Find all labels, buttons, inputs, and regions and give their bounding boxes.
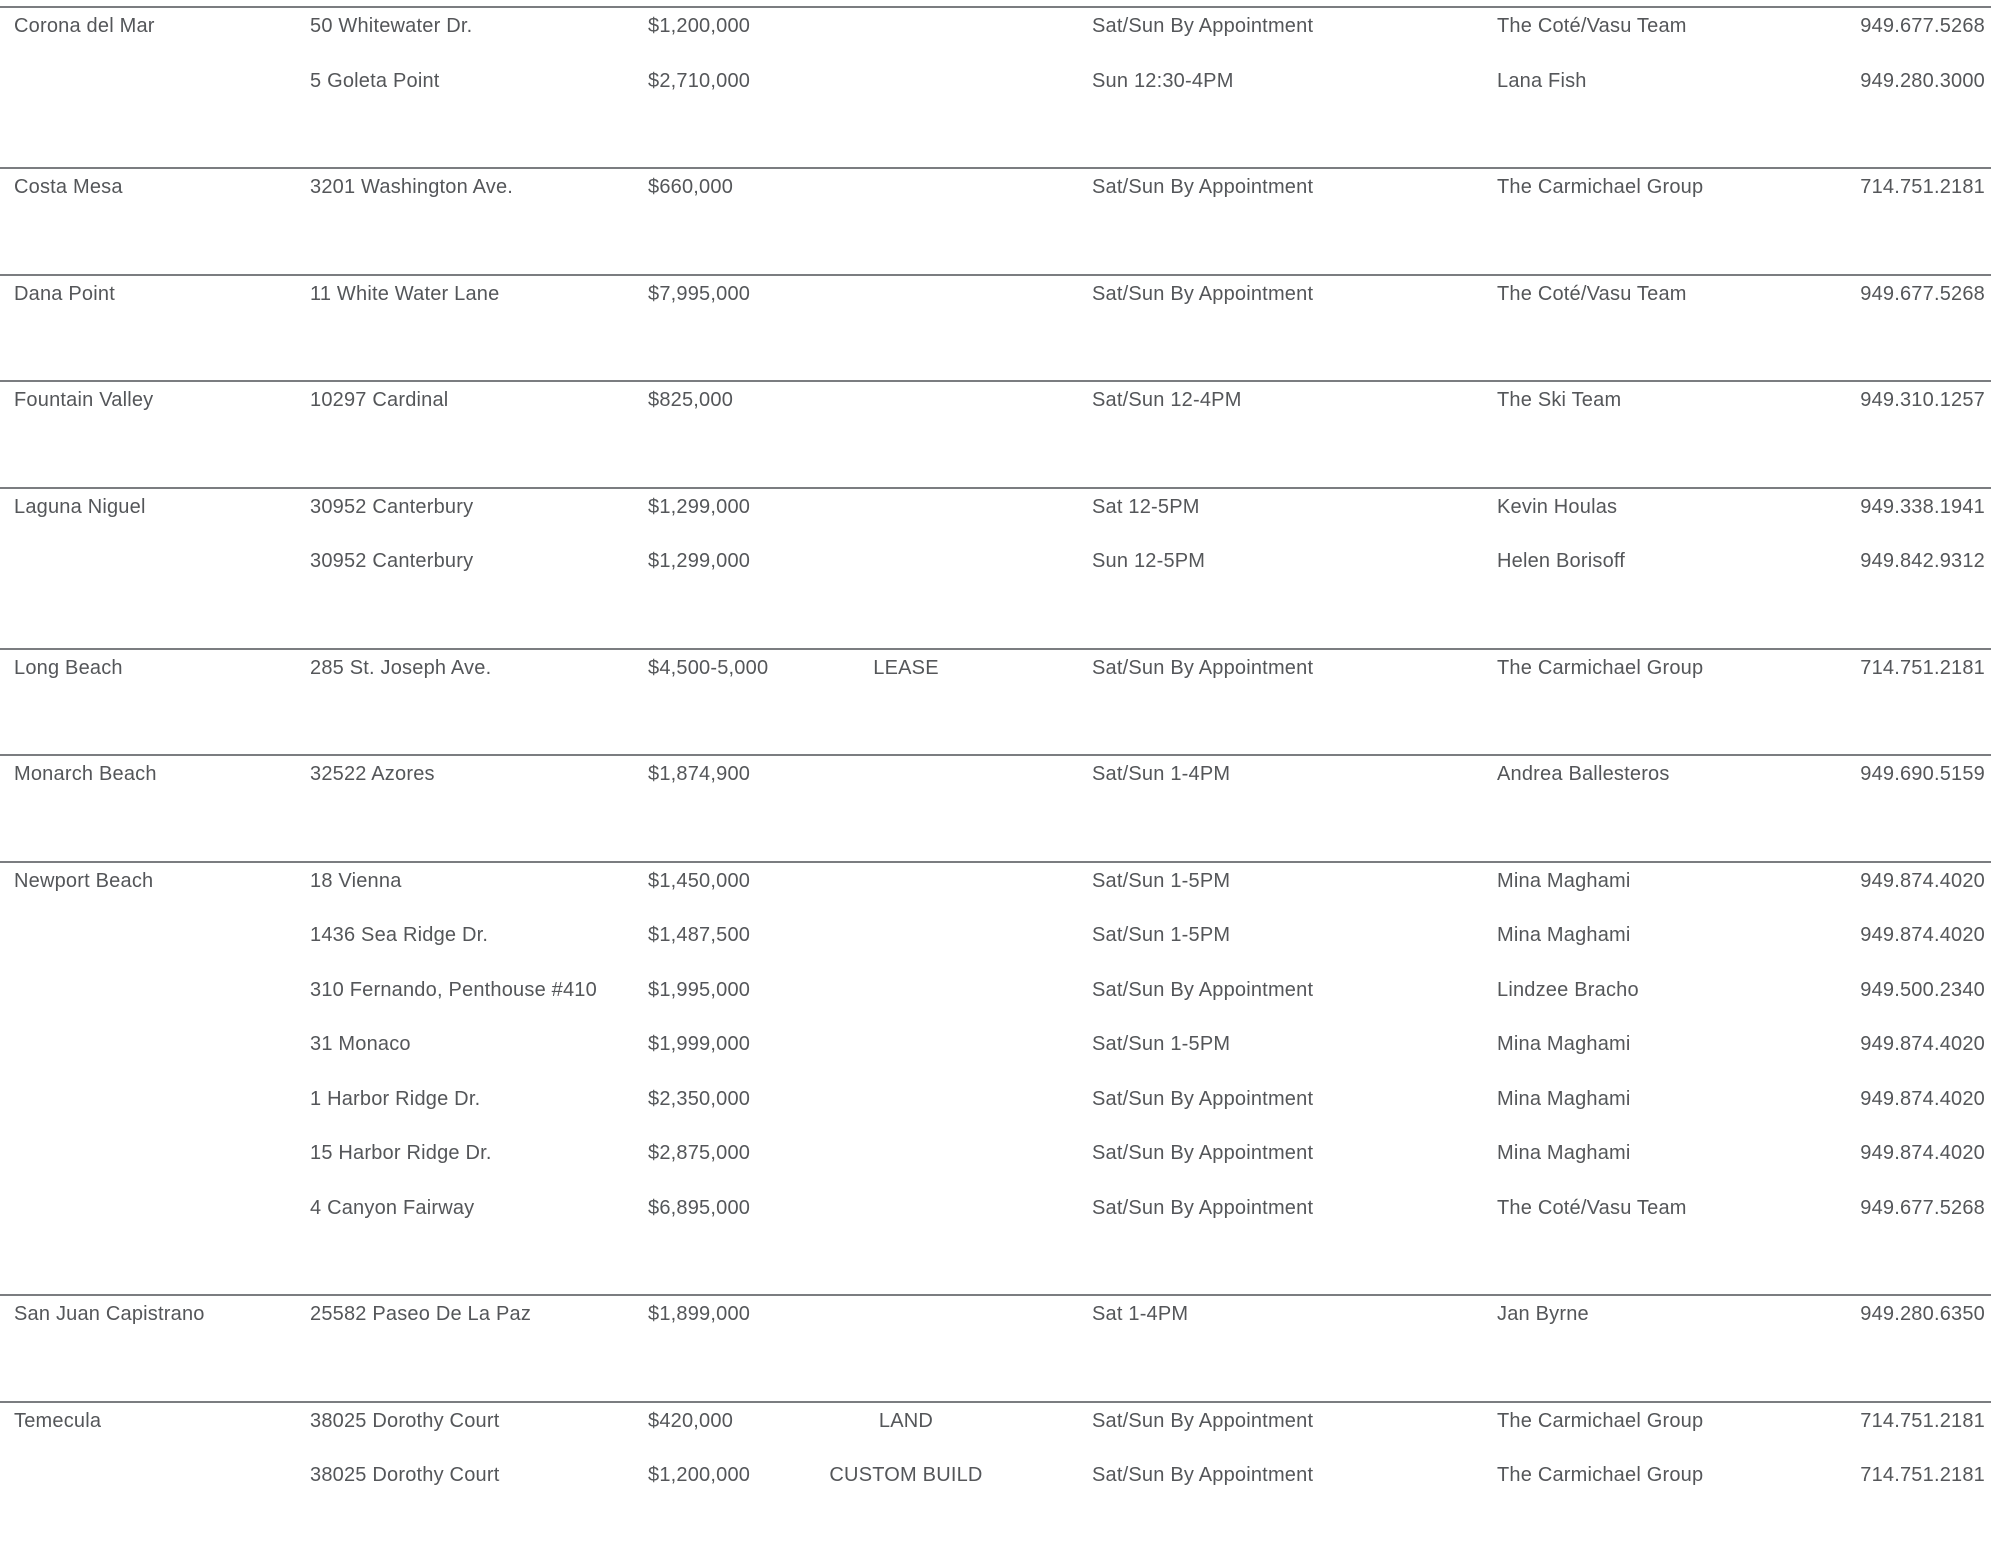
city-label: Dana Point — [14, 282, 115, 305]
listing-price: $1,200,000 — [648, 15, 751, 37]
agent-name: Lana Fish — [1497, 69, 1587, 92]
listing-price: $660,000 — [648, 176, 734, 198]
listing-price: $7,995,000 — [648, 282, 751, 305]
open-house-times: Sat/Sun By Appointment — [1092, 15, 1314, 37]
agent-phone: 714.751.2181 — [1860, 1464, 1985, 1486]
agent-phone: 714.751.2181 — [1860, 176, 1985, 198]
listing-price: $1,999,000 — [648, 1033, 751, 1055]
agent-phone: 949.500.2340 — [1860, 978, 1985, 1001]
listing-address: 31 Monaco — [310, 1033, 411, 1055]
agent-name: The Coté/Vasu Team — [1497, 1196, 1687, 1219]
listing-price: $1,874,900 — [648, 763, 751, 785]
open-house-times: Sat/Sun By Appointment — [1092, 176, 1314, 198]
open-house-times: Sat 12-5PM — [1092, 495, 1200, 518]
open-house-times: Sat/Sun 1-5PM — [1092, 869, 1231, 892]
agent-name: Lindzee Bracho — [1497, 978, 1639, 1001]
agent-phone: 714.751.2181 — [1860, 656, 1985, 679]
listing-row — [0, 69, 1991, 124]
listing-price: $2,710,000 — [648, 69, 751, 92]
agent-phone: 949.280.6350 — [1860, 1303, 1985, 1325]
listing-row — [0, 175, 1991, 230]
listing-price: $2,350,000 — [648, 1087, 751, 1110]
listing-address: 285 St. Joseph Ave. — [310, 656, 492, 679]
listing-address: 4 Canyon Fairway — [310, 1196, 475, 1219]
agent-name: Andrea Ballesteros — [1497, 763, 1670, 785]
open-house-times: Sun 12:30-4PM — [1092, 69, 1234, 92]
open-house-times: Sat/Sun By Appointment — [1092, 656, 1314, 679]
listing-price: $1,299,000 — [648, 550, 751, 572]
agent-name: The Carmichael Group — [1497, 1409, 1704, 1432]
agent-name: Kevin Houlas — [1497, 495, 1618, 518]
listing-row — [0, 1141, 1991, 1196]
agent-name: Mina Maghami — [1497, 1087, 1631, 1110]
open-house-times: Sat/Sun 1-5PM — [1092, 1033, 1231, 1055]
agent-phone: 949.690.5159 — [1860, 763, 1985, 785]
listing-row — [0, 1409, 1991, 1464]
city-section — [0, 380, 1991, 487]
agent-phone: 949.874.4020 — [1860, 1087, 1985, 1110]
agent-name: Mina Maghami — [1497, 1142, 1631, 1164]
city-label: Corona del Mar — [14, 15, 155, 37]
city-section — [0, 167, 1991, 274]
open-house-table — [0, 6, 1991, 1562]
open-house-times: Sat/Sun By Appointment — [1092, 1196, 1314, 1219]
agent-phone: 949.338.1941 — [1860, 495, 1985, 518]
listing-row — [0, 1463, 1991, 1518]
listing-address: 1 Harbor Ridge Dr. — [310, 1087, 481, 1110]
agent-phone: 949.874.4020 — [1860, 869, 1985, 892]
listing-price: $1,995,000 — [648, 978, 751, 1001]
listing-address: 1436 Sea Ridge Dr. — [310, 924, 489, 946]
city-label: Temecula — [14, 1409, 102, 1432]
listing-address: 50 Whitewater Dr. — [310, 15, 473, 37]
listing-type-label: LEASE — [873, 656, 939, 679]
agent-name: Mina Maghami — [1497, 869, 1631, 892]
agent-name: Helen Borisoff — [1497, 550, 1626, 572]
agent-name: The Carmichael Group — [1497, 176, 1704, 198]
open-house-times: Sat/Sun 12-4PM — [1092, 389, 1242, 411]
listing-price: $825,000 — [648, 389, 734, 411]
listing-address: 5 Goleta Point — [310, 69, 440, 92]
listing-row — [0, 388, 1991, 443]
listing-row — [0, 1087, 1991, 1142]
open-house-times: Sat/Sun 1-5PM — [1092, 924, 1231, 946]
open-house-times: Sun 12-5PM — [1092, 550, 1206, 572]
listing-address: 30952 Canterbury — [310, 495, 474, 518]
listing-price: $1,487,500 — [648, 924, 751, 946]
open-house-times: Sat/Sun By Appointment — [1092, 1409, 1314, 1432]
city-section — [0, 754, 1991, 861]
city-label: Monarch Beach — [14, 763, 157, 785]
city-label: Costa Mesa — [14, 176, 123, 198]
listing-price: $4,500-5,000 — [648, 656, 769, 679]
open-house-times: Sat/Sun By Appointment — [1092, 1087, 1314, 1110]
agent-name: Mina Maghami — [1497, 924, 1631, 946]
listing-price: $2,875,000 — [648, 1142, 751, 1164]
listing-address: 3201 Washington Ave. — [310, 176, 514, 198]
listing-address: 32522 Azores — [310, 763, 435, 785]
listing-address: 25582 Paseo De La Paz — [310, 1303, 532, 1325]
agent-name: Mina Maghami — [1497, 1033, 1631, 1055]
agent-phone: 949.874.4020 — [1860, 924, 1985, 946]
listing-address: 38025 Dorothy Court — [310, 1409, 500, 1432]
listing-row — [0, 1302, 1991, 1357]
city-section — [0, 648, 1991, 755]
listing-price: $1,899,000 — [648, 1303, 751, 1325]
city-label: San Juan Capistrano — [14, 1303, 205, 1325]
agent-phone: 949.874.4020 — [1860, 1142, 1985, 1164]
city-label: Laguna Niguel — [14, 495, 146, 518]
listing-row — [0, 14, 1991, 69]
open-house-times: Sat/Sun By Appointment — [1092, 1464, 1314, 1486]
agent-phone: 949.677.5268 — [1860, 1196, 1985, 1219]
city-section — [0, 1294, 1991, 1401]
listing-row — [0, 869, 1991, 924]
agent-name: The Coté/Vasu Team — [1497, 15, 1687, 37]
listing-row — [0, 495, 1991, 550]
agent-phone: 714.751.2181 — [1860, 1409, 1985, 1432]
city-label: Fountain Valley — [14, 389, 154, 411]
listing-row — [0, 1196, 1991, 1251]
agent-phone: 949.280.3000 — [1860, 69, 1985, 92]
open-house-times: Sat/Sun 1-4PM — [1092, 763, 1231, 785]
agent-name: The Coté/Vasu Team — [1497, 282, 1687, 305]
agent-name: The Ski Team — [1497, 389, 1622, 411]
listing-price: $420,000 — [648, 1409, 734, 1432]
agent-name: The Carmichael Group — [1497, 1464, 1704, 1486]
listing-row — [0, 549, 1991, 604]
agent-phone: 949.874.4020 — [1860, 1033, 1985, 1055]
listing-type-label: CUSTOM BUILD — [829, 1464, 983, 1486]
open-house-times: Sat/Sun By Appointment — [1092, 1142, 1314, 1164]
city-section — [0, 6, 1991, 167]
listing-row — [0, 282, 1991, 337]
city-section — [0, 487, 1991, 648]
listing-price: $1,450,000 — [648, 869, 751, 892]
open-house-times: Sat/Sun By Appointment — [1092, 978, 1314, 1001]
agent-name: The Carmichael Group — [1497, 656, 1704, 679]
listing-address: 10297 Cardinal — [310, 389, 449, 411]
listing-address: 310 Fernando, Penthouse #410 — [310, 978, 597, 1001]
agent-phone: 949.677.5268 — [1860, 282, 1985, 305]
listing-price: $1,200,000 — [648, 1464, 751, 1486]
listing-row — [0, 923, 1991, 978]
city-section — [0, 861, 1991, 1295]
city-section — [0, 274, 1991, 381]
listing-row — [0, 978, 1991, 1033]
city-section — [0, 1401, 1991, 1562]
agent-name: Jan Byrne — [1497, 1303, 1589, 1325]
listing-address: 15 Harbor Ridge Dr. — [310, 1142, 492, 1164]
agent-phone: 949.842.9312 — [1860, 550, 1985, 572]
open-house-times: Sat/Sun By Appointment — [1092, 282, 1314, 305]
listing-address: 18 Vienna — [310, 869, 402, 892]
city-label: Long Beach — [14, 656, 123, 679]
listing-address: 38025 Dorothy Court — [310, 1464, 500, 1486]
listing-type-label: LAND — [878, 1409, 934, 1432]
listing-address: 30952 Canterbury — [310, 550, 474, 572]
listing-price: $6,895,000 — [648, 1196, 751, 1219]
agent-phone: 949.677.5268 — [1860, 15, 1985, 37]
city-label: Newport Beach — [14, 869, 154, 892]
agent-phone: 949.310.1257 — [1860, 389, 1985, 411]
open-house-times: Sat 1-4PM — [1092, 1303, 1189, 1325]
listing-price: $1,299,000 — [648, 495, 751, 518]
listing-row — [0, 656, 1991, 711]
listing-row — [0, 1032, 1991, 1087]
listing-address: 11 White Water Lane — [310, 282, 500, 305]
listing-row — [0, 762, 1991, 817]
